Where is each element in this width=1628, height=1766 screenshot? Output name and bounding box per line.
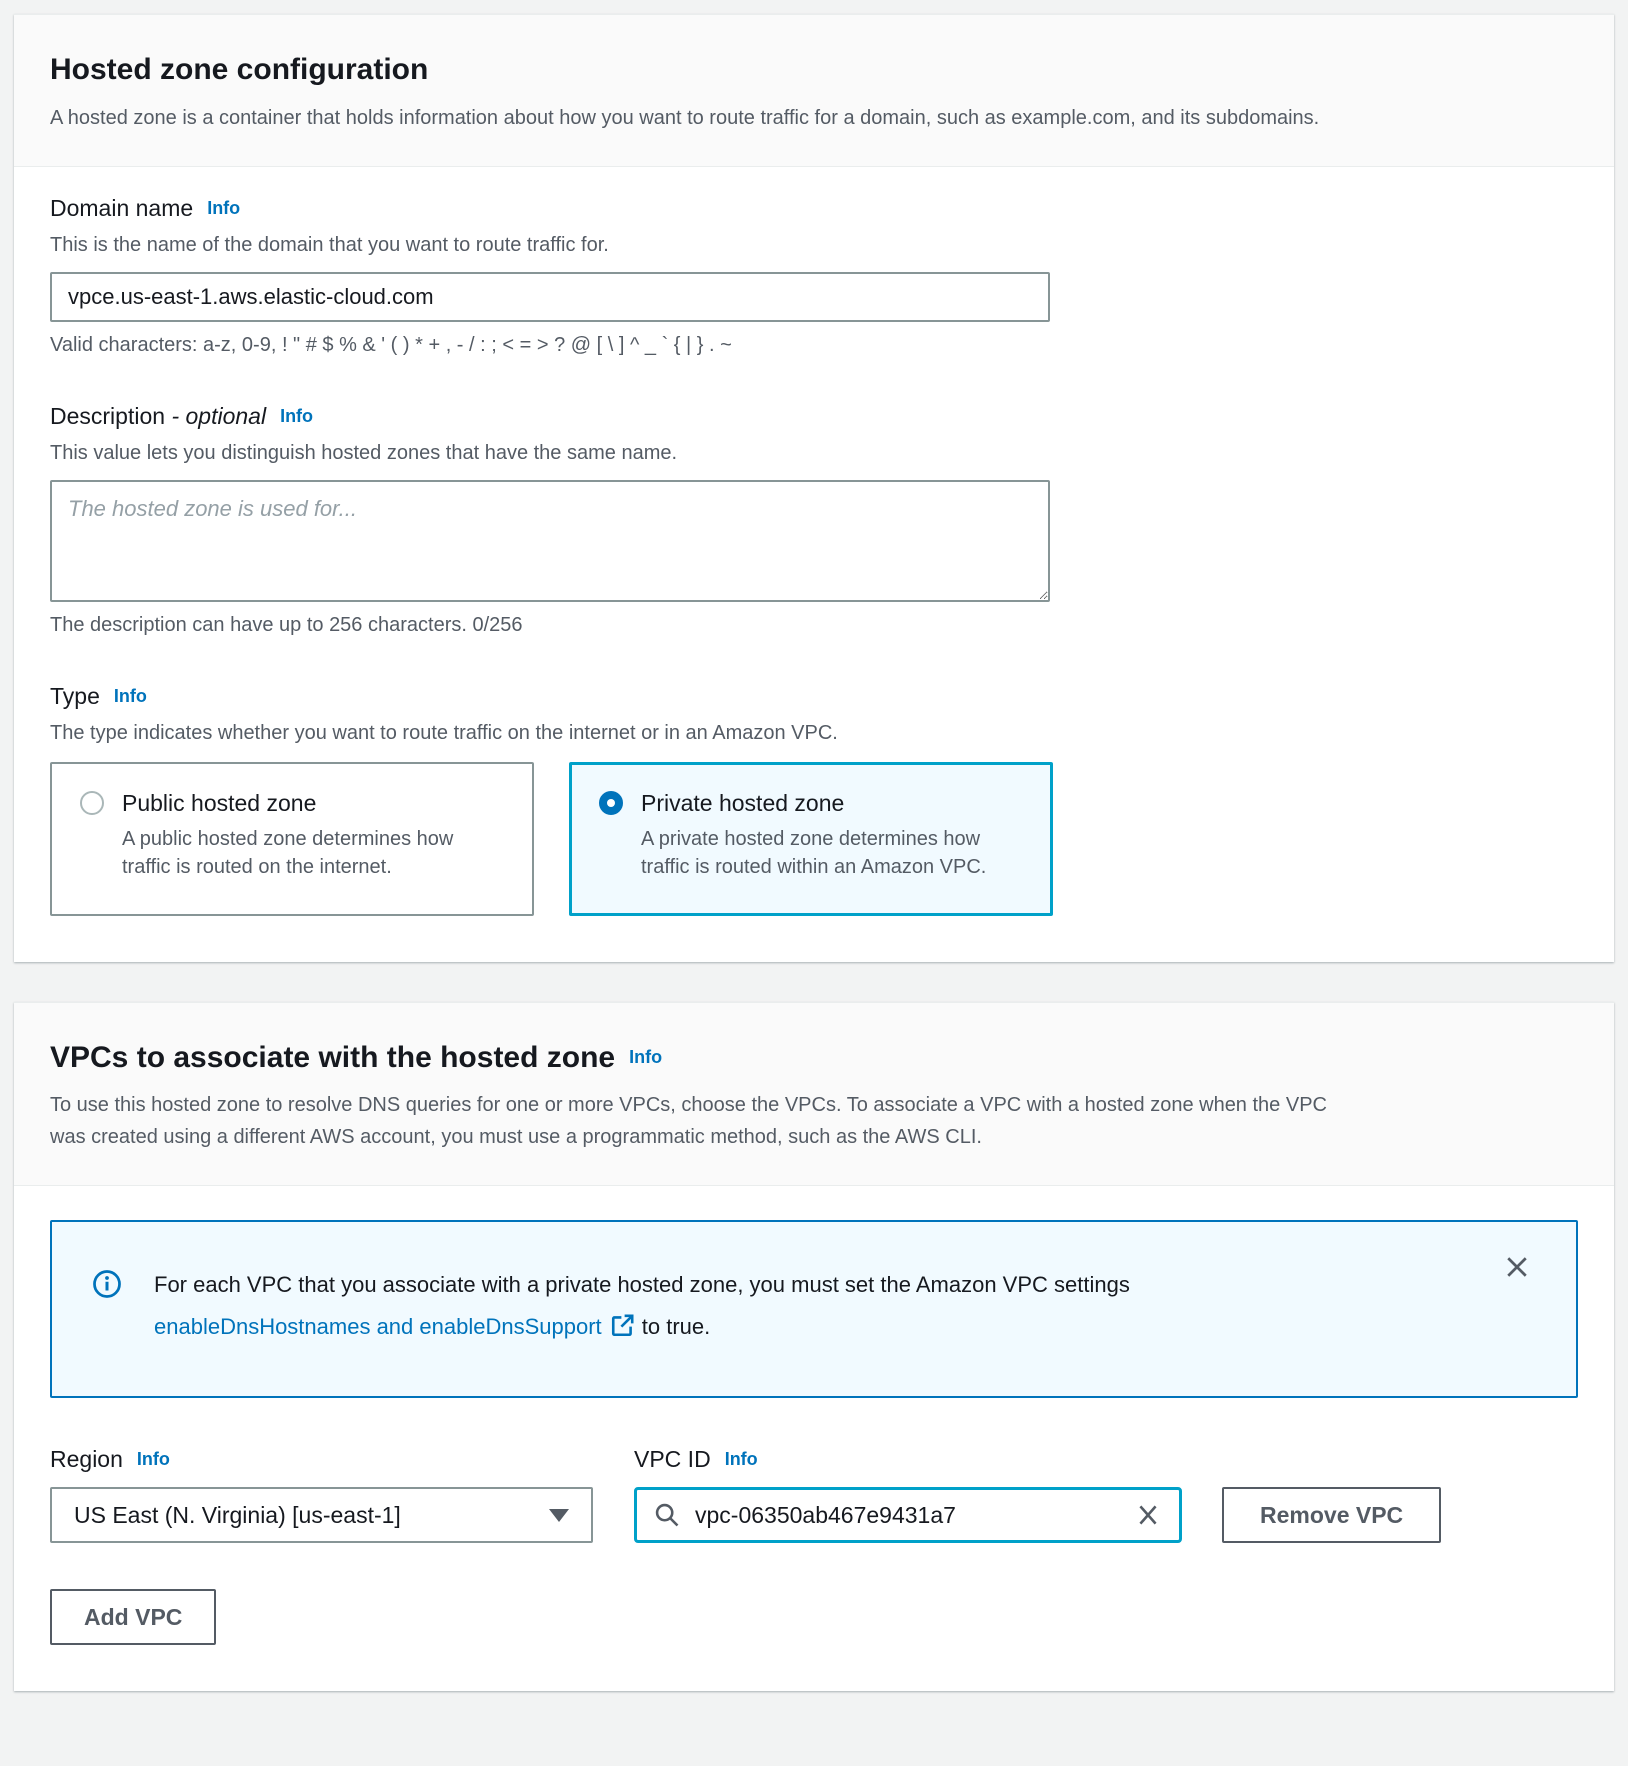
- external-link-icon: [610, 1318, 636, 1343]
- description-textarea[interactable]: [50, 480, 1050, 602]
- domain-name-constraint-text: Valid characters: a-z, 0-9, ! " # $ % & ' ( ) * + , - / : ; < = > ? @ [ \ ] ^ _ ` { | } . ~: [50, 333, 732, 356]
- hosted-zone-card-description: A hosted zone is a container that holds information about how you want to route traffic for a domain, such as example.com, and its subdomains.: [50, 106, 1320, 129]
- private-hosted-zone-description: A private hosted zone determines how traffic is routed within an Amazon VPC.: [641, 827, 987, 878]
- region-info-link[interactable]: Info: [136, 1449, 170, 1469]
- vpc-association-row: [50, 1446, 1578, 1543]
- description-info-link[interactable]: Info: [280, 405, 314, 426]
- alert-text-before-link: For each VPC that you associate with a private hosted zone, you must set the Amazon VPC settings: [154, 1272, 1130, 1297]
- alert-close-button[interactable]: [1498, 1248, 1536, 1286]
- domain-name-label: Domain name: [50, 194, 194, 221]
- close-icon: [1502, 1270, 1532, 1285]
- domain-name-help-text: This is the name of the domain that you want to route traffic for.: [50, 233, 609, 256]
- vpc-card-header: [14, 1003, 1614, 1187]
- add-vpc-button[interactable]: Add VPC: [50, 1589, 216, 1645]
- region-field: [50, 1446, 593, 1543]
- alert-text-after-link: to true.: [641, 1314, 711, 1339]
- hosted-zone-configuration-card: [14, 14, 1614, 962]
- description-counter-text: The description can have up to 256 characters. 0/256: [50, 613, 523, 636]
- search-icon: [653, 1501, 681, 1529]
- hosted-zone-card-content: [14, 167, 1614, 962]
- vpc-id-info-link[interactable]: Info: [724, 1449, 758, 1469]
- type-label: Type: [50, 682, 100, 709]
- info-circle-icon: [92, 1269, 122, 1304]
- vpc-card-info-link[interactable]: Info: [629, 1046, 663, 1067]
- public-hosted-zone-title: Public hosted zone: [122, 789, 317, 816]
- description-label: Description - optional: [50, 402, 267, 429]
- vpc-id-field: [634, 1446, 1182, 1543]
- public-hosted-zone-radio[interactable]: [80, 791, 104, 815]
- hosted-zone-card-title: Hosted zone configuration: [50, 53, 429, 86]
- vpc-id-input[interactable]: [693, 1501, 1133, 1530]
- description-help-text: This value lets you distinguish hosted zones that have the same name.: [50, 441, 678, 464]
- type-options: [50, 762, 1578, 916]
- private-hosted-zone-title: Private hosted zone: [641, 789, 845, 816]
- region-selected-value: US East (N. Virginia) [us-east-1]: [74, 1501, 401, 1528]
- description-optional-label: - optional: [171, 402, 267, 429]
- region-select[interactable]: [50, 1487, 593, 1543]
- domain-name-info-link[interactable]: Info: [207, 197, 241, 218]
- domain-name-field: [50, 195, 1578, 357]
- alert-message: [154, 1264, 1314, 1352]
- type-field: [50, 683, 1578, 916]
- hosted-zone-card-header: [14, 15, 1614, 167]
- remove-vpc-button[interactable]: Remove VPC: [1222, 1487, 1441, 1543]
- public-hosted-zone-description: A public hosted zone determines how traffic is routed on the internet.: [122, 827, 454, 878]
- type-option-public-hosted-zone[interactable]: [50, 762, 534, 916]
- vpc-card-title: VPCs to associate with the hosted zone: [50, 1040, 616, 1074]
- clear-x-icon: [1135, 1516, 1161, 1531]
- chevron-down-icon: [549, 1509, 569, 1522]
- vpc-card-content: [14, 1186, 1614, 1691]
- description-field: [50, 403, 1578, 637]
- vpc-id-search-box: [634, 1487, 1182, 1543]
- type-option-private-hosted-zone[interactable]: [569, 762, 1053, 916]
- vpc-card-description: To use this hosted zone to resolve DNS queries for one or more VPCs, choose the VPCs. To associate a VPC with a hosted zone when the VPC was created using a different AWS account, you must use a programmatic method, such as the AWS CLI.: [50, 1094, 1327, 1148]
- enable-dns-settings-link[interactable]: enableDnsHostnames and enableDnsSupport: [154, 1314, 636, 1339]
- type-info-link[interactable]: Info: [113, 685, 147, 706]
- vpc-id-label: VPC ID: [634, 1446, 711, 1472]
- vpcs-to-associate-card: [14, 1002, 1614, 1692]
- region-label: Region: [50, 1446, 123, 1472]
- domain-name-input[interactable]: [50, 272, 1050, 322]
- vpc-id-clear-button[interactable]: [1133, 1500, 1163, 1530]
- type-help-text: The type indicates whether you want to route traffic on the internet or in an Amazon VPC.: [50, 721, 838, 744]
- vpc-settings-info-alert: [50, 1220, 1578, 1398]
- private-hosted-zone-radio[interactable]: [599, 791, 623, 815]
